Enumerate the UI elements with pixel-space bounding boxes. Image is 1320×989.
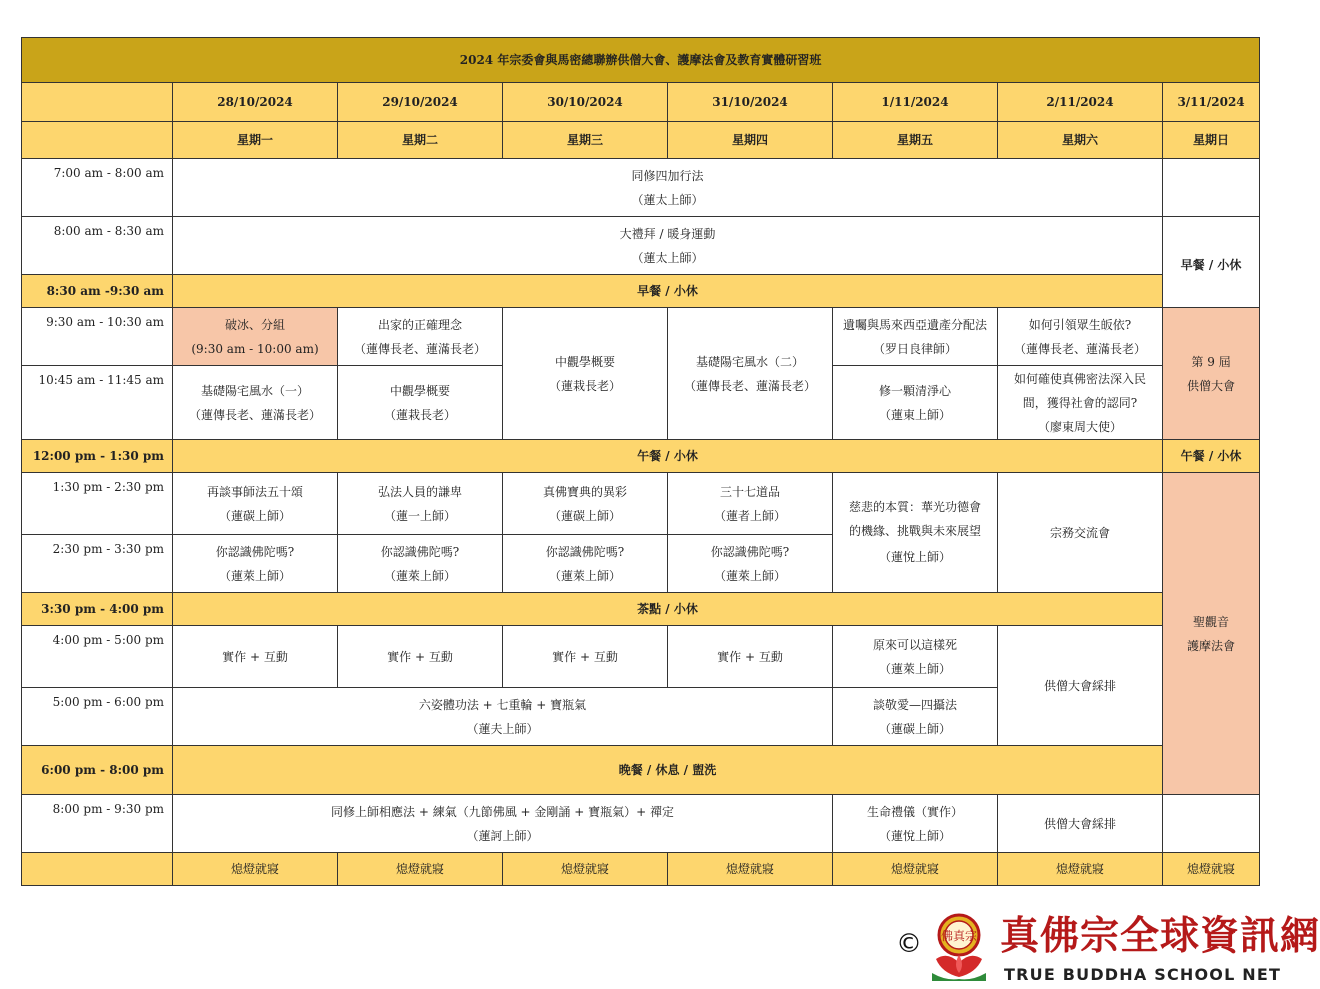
day-thu: 星期四 (668, 122, 833, 159)
table-row (22, 795, 1260, 853)
footer-brand (896, 905, 1320, 989)
lotus-seal-icon (928, 911, 990, 983)
session-cell: 三十七道品 （蓮者上師） (668, 473, 833, 535)
empty-cell (1163, 159, 1260, 217)
time-slot: 5:00 pm - 6:00 pm (22, 688, 173, 746)
lights-out-mon: 熄燈就寢 (173, 853, 338, 886)
break-row (22, 593, 1260, 626)
time-slot: 8:00 am - 8:30 am (22, 217, 173, 275)
session-cell: 同修四加行法 （蓮太上師） (173, 159, 1163, 217)
session-cell: 再談事師法五十頌 （蓮碳上師） (173, 473, 338, 535)
break-label: 茶點 / 小休 (173, 593, 1163, 626)
session-cell: 同修上師相應法 + 練氣（九節佛風 + 金剛誦 + 寶瓶氣）+ 禪定 （蓮訶上師） (173, 795, 833, 853)
schedule-table (21, 37, 1260, 886)
table-row (22, 473, 1260, 535)
session-cell: 談敬愛—四攝法 （蓮碳上師） (833, 688, 998, 746)
lights-out-thu: 熄燈就寢 (668, 853, 833, 886)
session-cell: 實作 + 互動 (503, 626, 668, 688)
session-cell: 弘法人員的謙卑 （蓮一上師） (338, 473, 503, 535)
date-fri: 1/11/2024 (833, 83, 998, 122)
day-mon: 星期一 (173, 122, 338, 159)
session-cell: 出家的正確理念 （蓮傳長老、蓮滿長老） (338, 308, 503, 366)
table-row (22, 159, 1260, 217)
break-label: 晚餐 / 休息 / 盥洗 (173, 746, 1163, 795)
day-sat: 星期六 (998, 122, 1163, 159)
empty-cell (1163, 795, 1260, 853)
session-cell: 你認識佛陀嗎? （蓮萊上師） (173, 535, 338, 593)
session-cell: 基礎陽宅風水（一） （蓮傳長老、蓮滿長老） (173, 366, 338, 440)
session-cell: 中觀學概要 （蓮栽長老） (503, 308, 668, 440)
brand-subtitle: TRUE BUDDHA SCHOOL NET (1004, 965, 1282, 984)
session-cell: 如何確使真佛密法深入民 間，獲得社會的認同? （廖東周大使） (998, 366, 1163, 440)
session-cell: 實作 + 互動 (668, 626, 833, 688)
lights-out-tue: 熄燈就寢 (338, 853, 503, 886)
break-row (22, 440, 1260, 473)
lights-out-sun: 熄燈就寢 (1163, 853, 1260, 886)
time-slot: 8:00 pm - 9:30 pm (22, 795, 173, 853)
table-row (22, 308, 1260, 366)
session-cell: 實作 + 互動 (338, 626, 503, 688)
weekday-header-row (22, 122, 1260, 159)
time-slot: 6:00 pm - 8:00 pm (22, 746, 173, 795)
table-row (22, 217, 1260, 275)
session-cell: 生命禮儀（實作） （蓮悅上師） (833, 795, 998, 853)
session-cell: 原來可以這樣死 （蓮萊上師） (833, 626, 998, 688)
lights-out-row (22, 853, 1260, 886)
corner-cell (22, 853, 173, 886)
date-wed: 30/10/2024 (503, 83, 668, 122)
copyright-icon: © (896, 929, 922, 959)
session-cell: 你認識佛陀嗎? （蓮萊上師） (503, 535, 668, 593)
seal-text: 佛真宗 (940, 929, 978, 943)
session-cell: 宗務交流會 (998, 473, 1163, 593)
date-tue: 29/10/2024 (338, 83, 503, 122)
event-cell: 第 9 屆 供僧大會 (1163, 308, 1260, 440)
session-cell: 中觀學概要 （蓮栽長老） (338, 366, 503, 440)
time-slot: 1:30 pm - 2:30 pm (22, 473, 173, 535)
session-cell: 修一顆清淨心 （蓮東上師） (833, 366, 998, 440)
time-slot: 3:30 pm - 4:00 pm (22, 593, 173, 626)
session-cell: 六姿體功法 + 七重輪 + 寶瓶氣 （蓮夫上師） (173, 688, 833, 746)
session-cell: 慈悲的本質：華光功德會 的機緣、挑戰與未來展望 （蓮悅上師） (833, 473, 998, 593)
session-cell: 真佛寶典的異彩 （蓮碳上師） (503, 473, 668, 535)
session-cell: 如何引領眾生皈依? （蓮傳長老、蓮滿長老） (998, 308, 1163, 366)
day-wed: 星期三 (503, 122, 668, 159)
lights-out-wed: 熄燈就寢 (503, 853, 668, 886)
corner-cell (22, 83, 173, 122)
brand-title: 真佛宗全球資訊網 (1000, 913, 1320, 959)
session-cell: 遺囑與馬來西亞遺產分配法 （罗日良律師） (833, 308, 998, 366)
table-row (22, 626, 1260, 688)
session-cell: 實作 + 互動 (173, 626, 338, 688)
time-slot: 7:00 am - 8:00 am (22, 159, 173, 217)
day-tue: 星期二 (338, 122, 503, 159)
day-sun: 星期日 (1163, 122, 1260, 159)
date-thu: 31/10/2024 (668, 83, 833, 122)
day-fri: 星期五 (833, 122, 998, 159)
session-cell: 大禮拜 / 暖身運動 （蓮太上師） (173, 217, 1163, 275)
date-sat: 2/11/2024 (998, 83, 1163, 122)
time-slot: 12:00 pm - 1:30 pm (22, 440, 173, 473)
break-row (22, 746, 1260, 795)
time-slot: 10:45 am - 11:45 am (22, 366, 173, 440)
date-sun: 3/11/2024 (1163, 83, 1260, 122)
break-label: 午餐 / 小休 (173, 440, 1163, 473)
time-slot: 8:30 am -9:30 am (22, 275, 173, 308)
event-cell: 聖觀音 護摩法會 (1163, 473, 1260, 795)
break-cell: 早餐 / 小休 (1163, 217, 1260, 308)
time-slot: 2:30 pm - 3:30 pm (22, 535, 173, 593)
break-label: 午餐 / 小休 (1163, 440, 1260, 473)
break-row (22, 275, 1260, 308)
session-cell: 你認識佛陀嗎? （蓮萊上師） (668, 535, 833, 593)
session-cell: 供僧大會綵排 (998, 626, 1163, 746)
session-cell: 基礎陽宅風水（二） （蓮傳長老、蓮滿長老） (668, 308, 833, 440)
session-cell: 破冰、分組 (9:30 am - 10:00 am) (173, 308, 338, 366)
lights-out-fri: 熄燈就寢 (833, 853, 998, 886)
date-header-row (22, 83, 1260, 122)
lights-out-sat: 熄燈就寢 (998, 853, 1163, 886)
break-label: 早餐 / 小休 (173, 275, 1163, 308)
time-slot: 4:00 pm - 5:00 pm (22, 626, 173, 688)
date-mon: 28/10/2024 (173, 83, 338, 122)
corner-cell (22, 122, 173, 159)
time-slot: 9:30 am - 10:30 am (22, 308, 173, 366)
page-title: 2024 年宗委會與馬密總聯辦供僧大會、護摩法會及教育實體研習班 (22, 38, 1260, 83)
session-cell: 供僧大會綵排 (998, 795, 1163, 853)
session-cell: 你認識佛陀嗎? （蓮萊上師） (338, 535, 503, 593)
